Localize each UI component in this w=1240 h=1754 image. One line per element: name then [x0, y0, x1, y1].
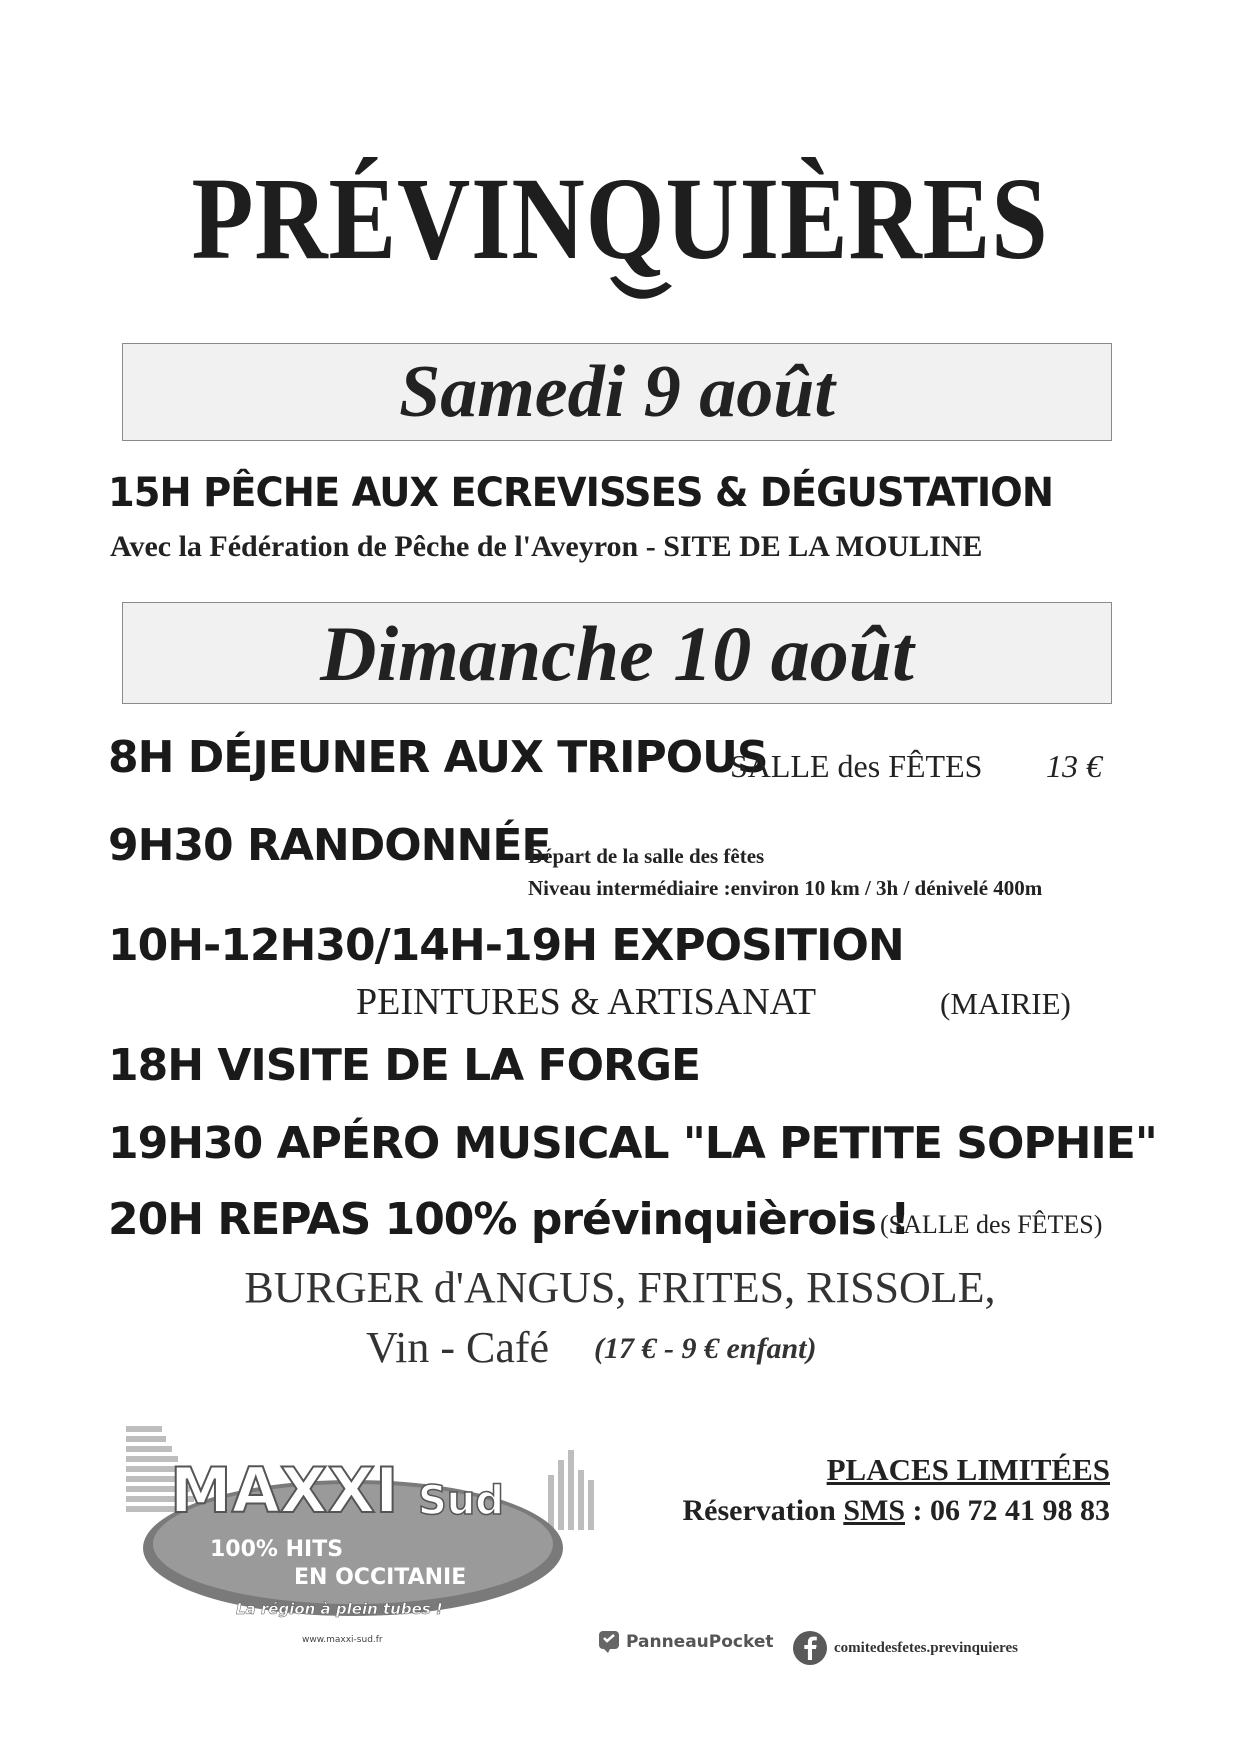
- event-apero-headline: 19H30 APÉRO MUSICAL "LA PETITE SOPHIE": [108, 1118, 1157, 1169]
- facebook-icon: [792, 1630, 828, 1666]
- page-title: PRÉVINQUIÈRES: [191, 153, 1049, 284]
- places-limited-notice: PLACES LIMITÉES: [826, 1452, 1110, 1487]
- event-exhibition-headline: 10H-12H30/14H-19H EXPOSITION: [108, 920, 904, 971]
- day-header-sunday: Dimanche 10 août: [122, 602, 1112, 704]
- sponsor-tagline-1: 100% HITS: [210, 1537, 344, 1562]
- facebook-label: comitedesfetes.previnquieres: [834, 1639, 1018, 1656]
- sponsor-name-main: MAXXI: [170, 1454, 399, 1527]
- reservation-prefix: Réservation: [682, 1494, 836, 1527]
- menu-price: (17 € - 9 € enfant): [594, 1332, 817, 1365]
- event-meal-place: (SALLE des FÊTES): [880, 1210, 1103, 1239]
- panneaupocket-icon: [598, 1630, 620, 1654]
- event-forge-headline: 18H VISITE DE LA FORGE: [108, 1040, 701, 1091]
- sponsor-slogan: La région à plein tubes !: [236, 1600, 443, 1618]
- event-breakfast-headline: 8H DÉJEUNER AUX TRIPOUS: [108, 732, 768, 783]
- event-exhibition-detail: PEINTURES & ARTISANAT: [356, 981, 817, 1023]
- event-meal-headline: 20H REPAS 100% prévinquièrois !: [108, 1194, 910, 1245]
- event-exhibition-place: (MAIRIE): [940, 986, 1071, 1021]
- title-q-tail-decoration: [606, 272, 676, 306]
- panneaupocket-badge[interactable]: [598, 1630, 774, 1654]
- sponsor-logo: [118, 1420, 608, 1650]
- event-hike-headline: 9H30 RANDONNÉE: [108, 820, 551, 871]
- reservation-number[interactable]: : 06 72 41 98 83: [912, 1494, 1110, 1527]
- sponsor-website: www.maxxi-sud.fr: [302, 1635, 383, 1645]
- reservation-line: [683, 1494, 1110, 1528]
- panneaupocket-label: PanneauPocket: [626, 1632, 774, 1652]
- event-hike-level: Niveau intermédiaire :environ 10 km / 3h / dénivelé 400m: [528, 876, 1043, 900]
- event-crayfish-headline: 15H PÊCHE AUX ECREVISSES & DÉGUSTATION: [108, 470, 1054, 516]
- reservation-sms: SMS: [843, 1494, 905, 1527]
- event-crayfish-detail: Avec la Fédération de Pêche de l'Aveyron - SITE DE LA MOULINE: [110, 530, 983, 563]
- sponsor-tagline-2: EN OCCITANIE: [294, 1565, 467, 1590]
- facebook-badge[interactable]: [792, 1630, 1018, 1666]
- day-header-saturday: Samedi 9 août: [122, 343, 1112, 441]
- event-breakfast-price: 13 €: [1046, 748, 1102, 784]
- event-hike-start: Départ de la salle des fêtes: [528, 844, 765, 868]
- menu-line-1: BURGER d'ANGUS, FRITES, RISSOLE,: [244, 1263, 996, 1312]
- event-breakfast-place: SALLE des FÊTES: [730, 748, 983, 784]
- menu-line-2: Vin - Café: [366, 1323, 550, 1372]
- sponsor-name-sub: Sud: [418, 1478, 504, 1524]
